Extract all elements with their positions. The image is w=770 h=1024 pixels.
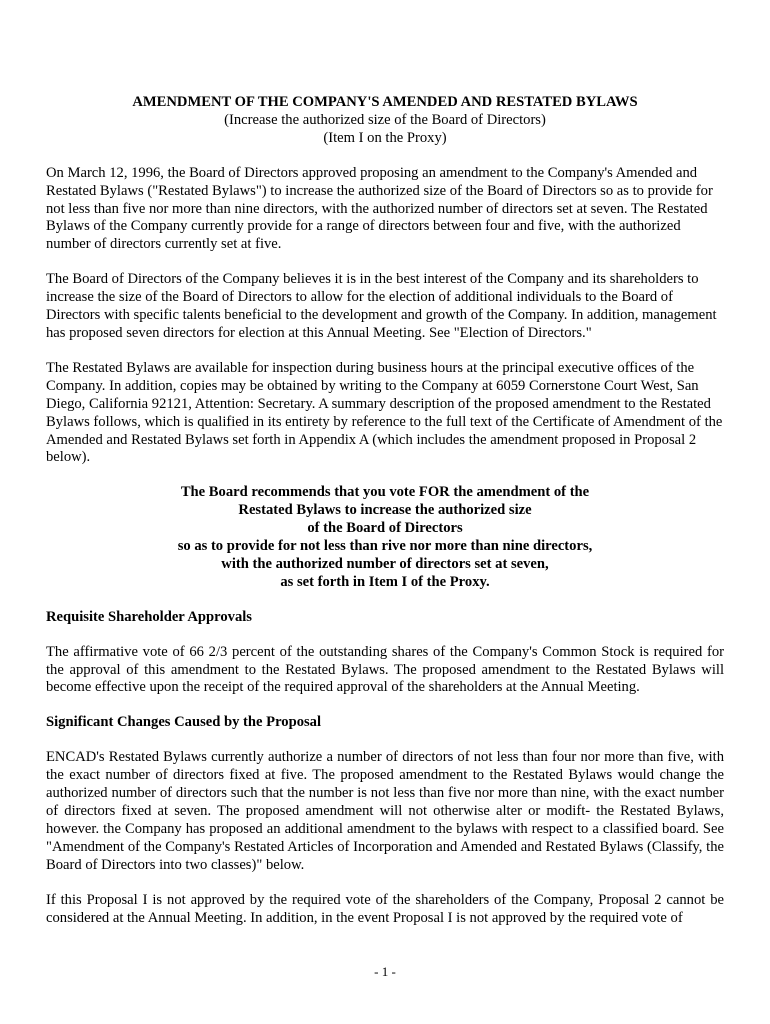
paragraph-changes: ENCAD's Restated Bylaws currently authorize a number of directors of not less than four nor more than five, with the exact number of directors fixed at five. The proposed amendment to the Restated Bylaws would change the authorized number of directors such that the number is not less than five nor more than nine, with the exact number of directors fixed at seven. The proposed amendment will not otherwise alter or modift- the Restated Bylaws, however. the Company has proposed an additional amendment to the bylaws with respect to a classified board. See "Amendment of the Company's Restated Articles of Incorporation and Amended and Restated Bylaws (Classify, the Board of Directors into two classes)" below.: [46, 749, 724, 873]
recommendation-line: as set forth in Item I of the Proxy.: [280, 573, 490, 590]
paragraph-contingency: If this Proposal I is not approved by the required vote of the shareholders of the Company, Proposal 2 cannot be considered at the Annual Meeting. In addition, in the event Proposal I is not approved by the required vote of: [46, 891, 724, 926]
section-heading-approvals: Requisite Shareholder Approvals: [46, 608, 252, 625]
recommendation-line: of the Board of Directors: [307, 520, 463, 537]
paragraph-rationale: The Board of Directors of the Company believes it is in the best interest of the Company and its shareholders to increase the size of the Board of Directors to allow for the election of additional individuals to the Board of Directors with specific talents beneficial to the development and growth of the Company. In addition, management has proposed seven directors for election at this Annual Meeting. See "Election of Directors.": [46, 271, 717, 341]
paragraph-availability: The Restated Bylaws are available for inspection during business hours at the principal executive offices of the Company. In addition, copies may be obtained by writing to the Company at 6059 Cornerstone Court West, San Diego, California 92121, Attention: Secretary. A summary description of the proposed amendment to the Restated Bylaws follows, which is qualified in its entirety by reference to the full text of the Certificate of Amendment of the Amended and Restated Bylaws set forth in Appendix A (which includes the amendment proposed in Proposal 2 below).: [46, 359, 723, 466]
document-subtitle: (Increase the authorized size of the Board of Directors): [224, 111, 546, 128]
section-heading-changes: Significant Changes Caused by the Proposal: [46, 714, 322, 731]
paragraph-background: On March 12, 1996, the Board of Directors approved proposing an amendment to the Company's Amended and Restated Bylaws ("Restated Bylaws") to increase the authorized size of the Board of Directors so as to provide for not less than five nor more than nine directors, with the authorized number of directors set at seven. The Restated Bylaws of the Company currently provide for a range of directors between four and five, with the authorized number of directors currently set at five.: [46, 164, 713, 253]
document-page: [46, 94, 724, 944]
recommendation-line: Restated Bylaws to increase the authorized size: [238, 502, 532, 519]
recommendation-line: The Board recommends that you vote FOR the amendment of the: [180, 484, 590, 501]
board-recommendation: [46, 484, 724, 591]
recommendation-line: with the authorized number of directors set at seven,: [221, 555, 549, 572]
recommendation-line: so as to provide for not less than rive nor more than nine directors,: [177, 538, 593, 555]
page-number: - 1 -: [374, 964, 396, 979]
title-block: [46, 94, 724, 148]
document-title: AMENDMENT OF THE COMPANY'S AMENDED AND RESTATED BYLAWS: [132, 94, 638, 110]
paragraph-approvals: The affirmative vote of 66 2/3 percent of the outstanding shares of the Company's Common Stock is required for the approval of this amendment to the Restated Bylaws. The proposed amendment to the Restated Bylaws will become effective upon the receipt of the required approval of the shareholders at the Annual Meeting.: [46, 643, 724, 696]
proxy-item-reference: (Item I on the Proxy): [323, 129, 447, 146]
